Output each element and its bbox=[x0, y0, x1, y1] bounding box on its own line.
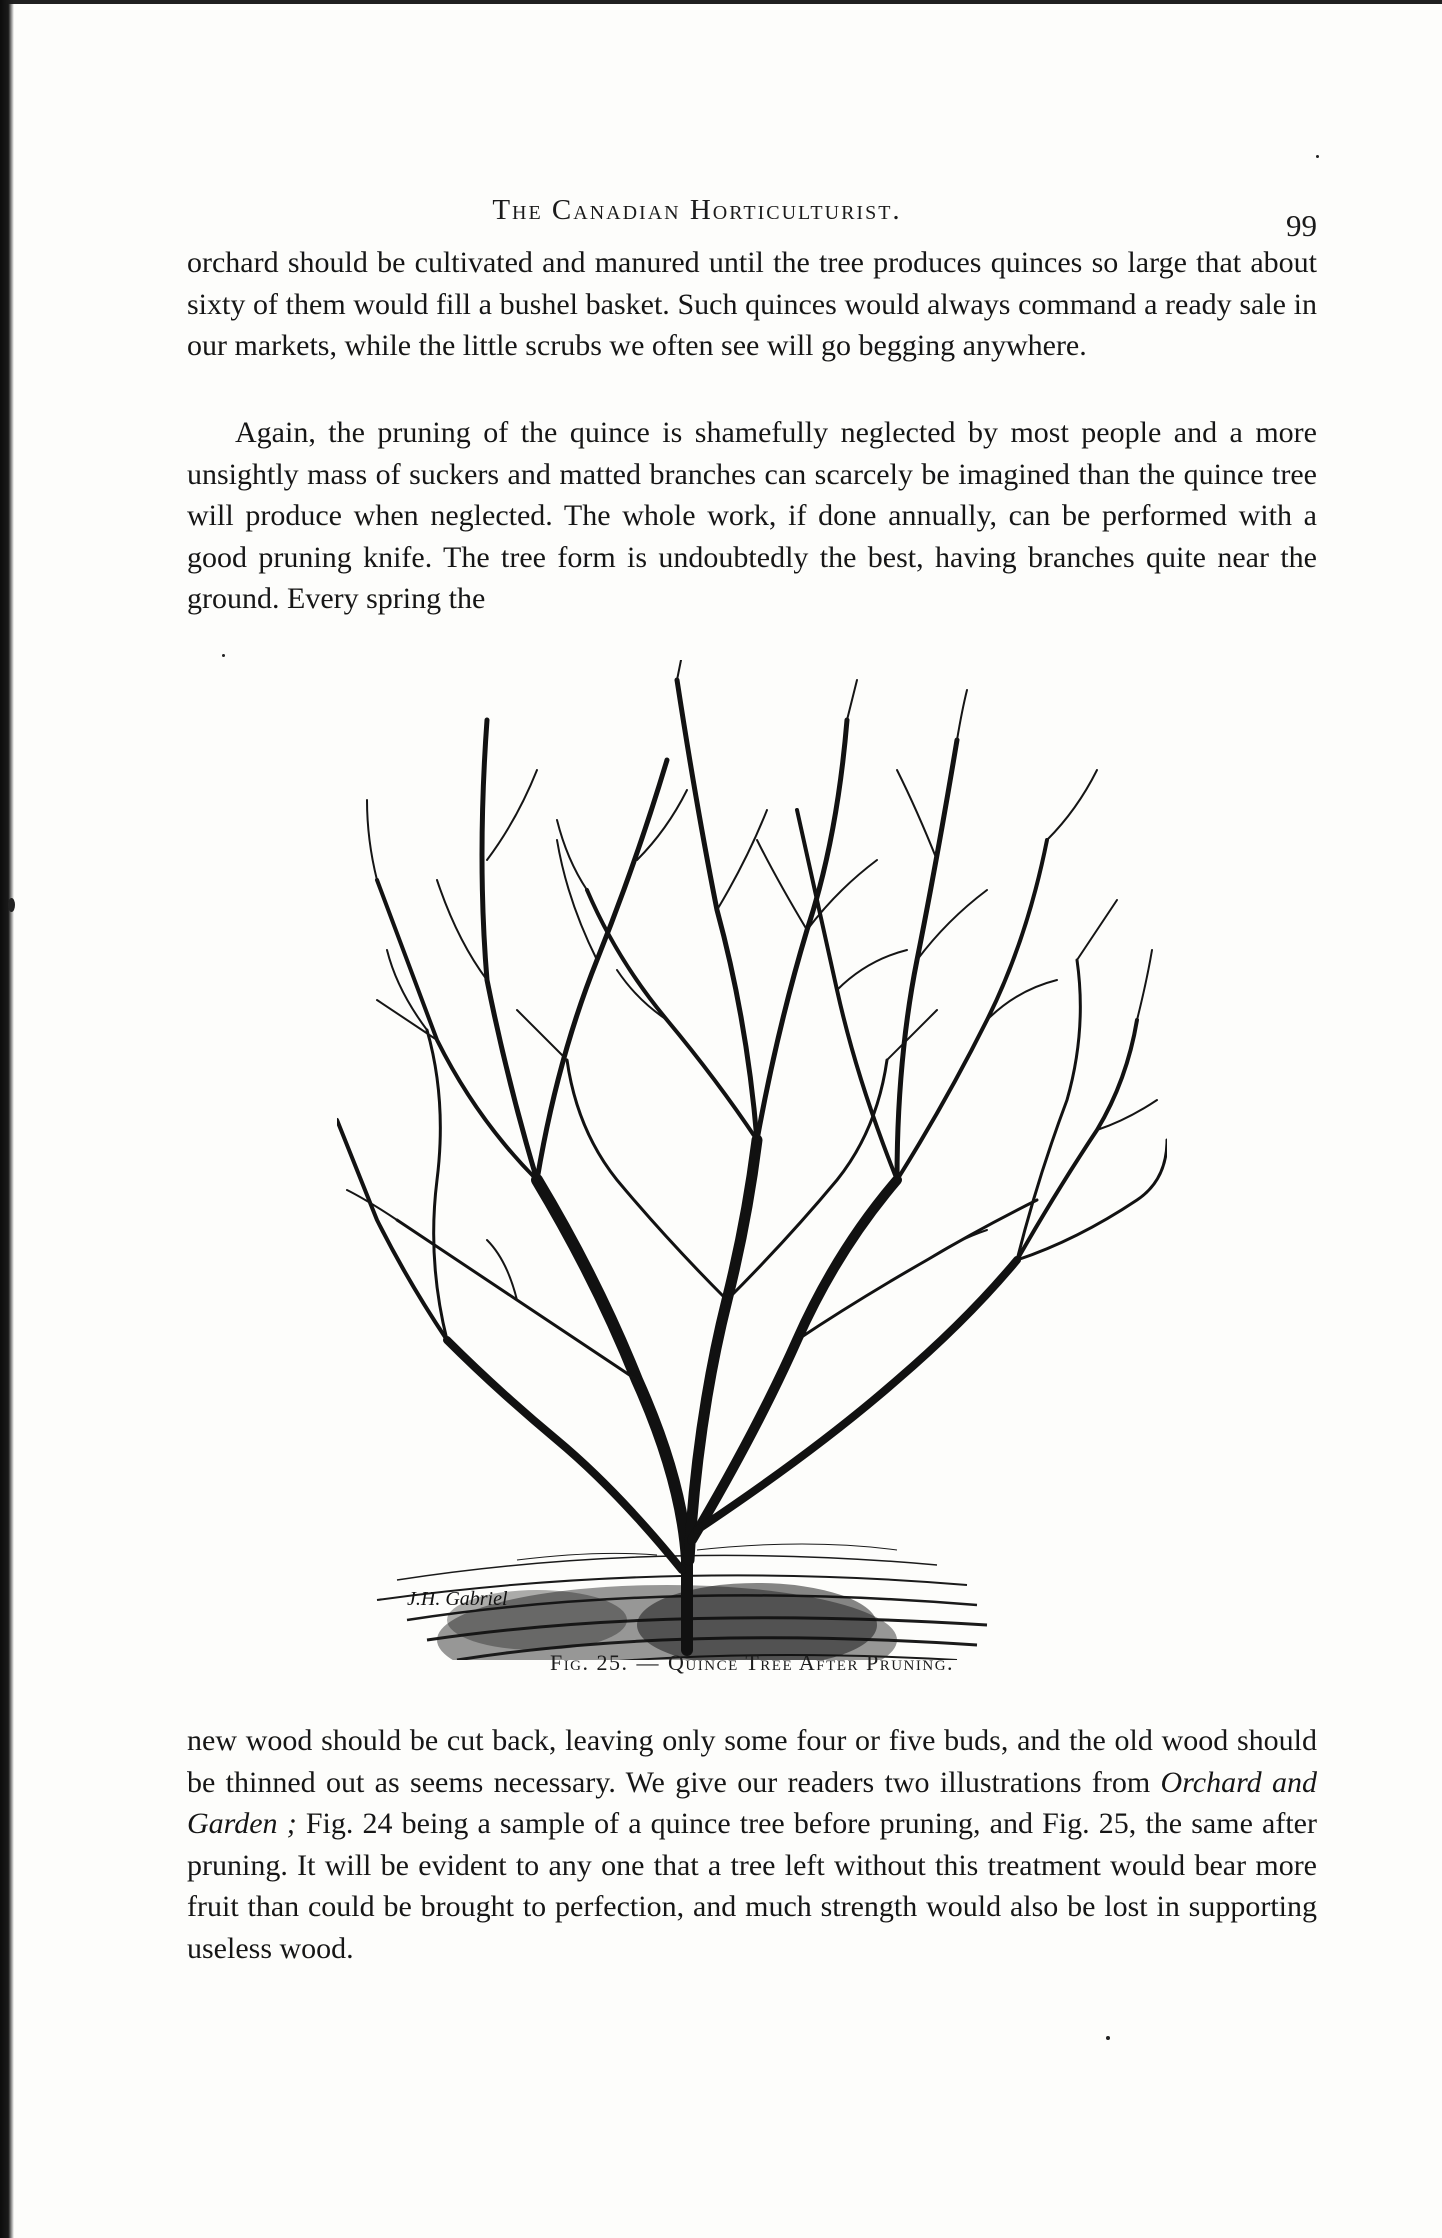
running-title: The Canadian Horticulturist. bbox=[492, 194, 902, 226]
paragraph-3-part-2: Fig. 24 being a sample of a quince tree before pruning, and Fig. 25, the same after pruning. It will be evident to any one that a tree left without this treatment would bear more fruit than could be brought to perfection, and much strength would also be lost in supporting useless wood. bbox=[187, 1807, 1317, 1965]
caption-text: Quince Tree After Pruning. bbox=[668, 1650, 955, 1675]
caption-dash: — bbox=[636, 1650, 661, 1675]
engraver-signature: J.H. Gabriel bbox=[407, 1588, 508, 1610]
paragraph-1: orchard should be cultivated and manured until the tree produces quinces so large that about sixty of them would fill a bushel basket. Such quinces would always command a ready sale in our markets, while the little scrubs we often see will go begging anywhere. bbox=[187, 246, 1317, 362]
tree-trunks bbox=[447, 1140, 1017, 1650]
page-top-edge bbox=[0, 0, 1442, 4]
ink-speck bbox=[1316, 155, 1319, 158]
quince-tree-illustration bbox=[337, 660, 1167, 1660]
figure-quince-tree bbox=[337, 660, 1167, 1660]
running-head bbox=[187, 190, 1317, 250]
paragraph-2: Again, the pruning of the quince is shamefully neglected by most people and a more unsightly mass of suckers and matted branches can scarcely be imagined than the quince tree will produce when neglected. The whole work, if done annually, can be performed with a good pruning knife. The tree form is undoubtedly the best, having branches quite near the ground. Every spring the bbox=[187, 416, 1317, 615]
paragraph-3 bbox=[187, 1720, 1317, 1969]
binding-shadow bbox=[0, 0, 14, 2238]
book-title-orchard-and-garden: Orchard and Garden ; bbox=[187, 1765, 1317, 1840]
caption-label: Fig. 25. bbox=[549, 1650, 629, 1675]
page-number: 99 bbox=[1286, 208, 1317, 243]
ink-speck bbox=[8, 898, 15, 912]
page bbox=[187, 190, 1317, 2050]
figure-caption bbox=[187, 1650, 1317, 1676]
paragraph-3-part-1: new wood should be cut back, leaving only some four or five buds, and the old wood should be thinned out as seems necessary. We give our readers two illustrations from bbox=[187, 1724, 1317, 1799]
tree-branches bbox=[337, 680, 1167, 1380]
